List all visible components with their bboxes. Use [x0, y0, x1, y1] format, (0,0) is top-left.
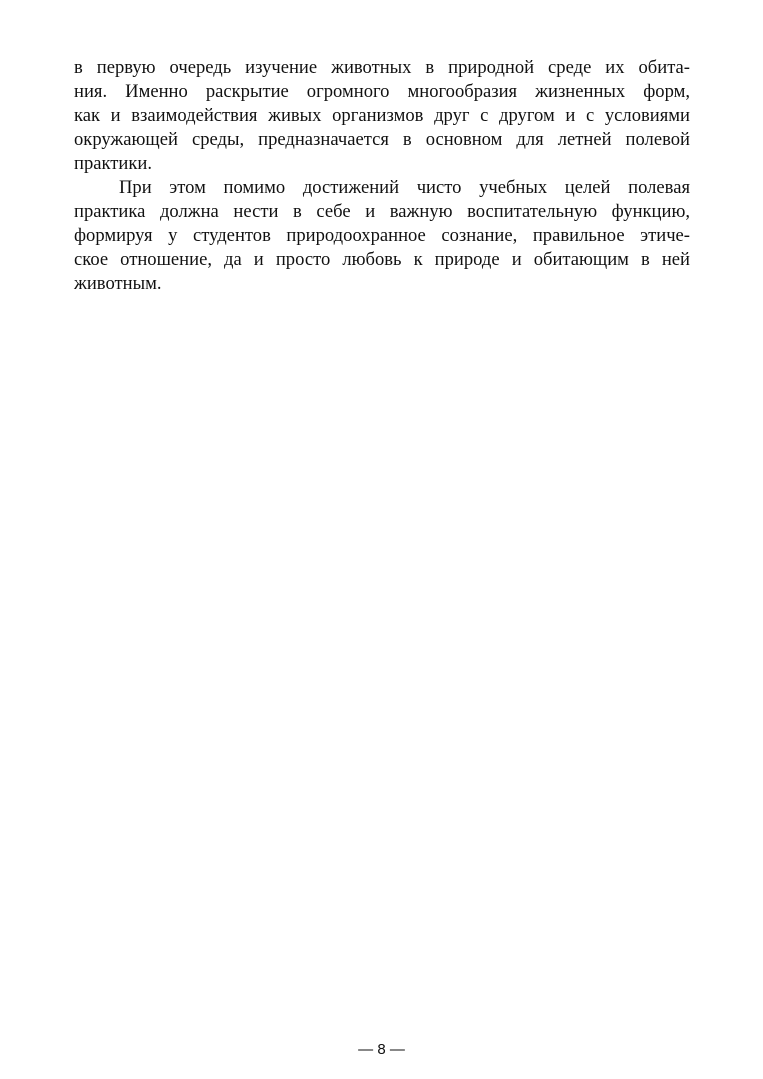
text-line: практика должна нести в себе и важную воспитательную функцию, — [74, 201, 690, 222]
body-text — [74, 56, 690, 296]
paragraph-2 — [74, 176, 690, 296]
paragraph-1 — [74, 56, 690, 176]
text-line: ния. Именно раскрытие огромного многообразия жизненных форм, — [74, 81, 690, 102]
page-number: — 8 — — [358, 1041, 405, 1058]
text-line: окружающей среды, предназначается в основном для летней полевой — [74, 129, 690, 150]
text-line: в первую очередь изучение животных в природной среде их обита- — [74, 57, 690, 78]
text-line: формируя у студентов природоохранное сознание, правильное этиче- — [74, 225, 690, 246]
text-line: ское отношение, да и просто любовь к природе и обитающим в ней — [74, 249, 690, 270]
text-line: как и взаимодействия живых организмов друг с другом и с условиями — [74, 105, 690, 126]
text-line: животным. — [74, 273, 162, 294]
text-line: практики. — [74, 153, 152, 174]
text-line: При этом помимо достижений чисто учебных целей полевая — [119, 177, 690, 198]
